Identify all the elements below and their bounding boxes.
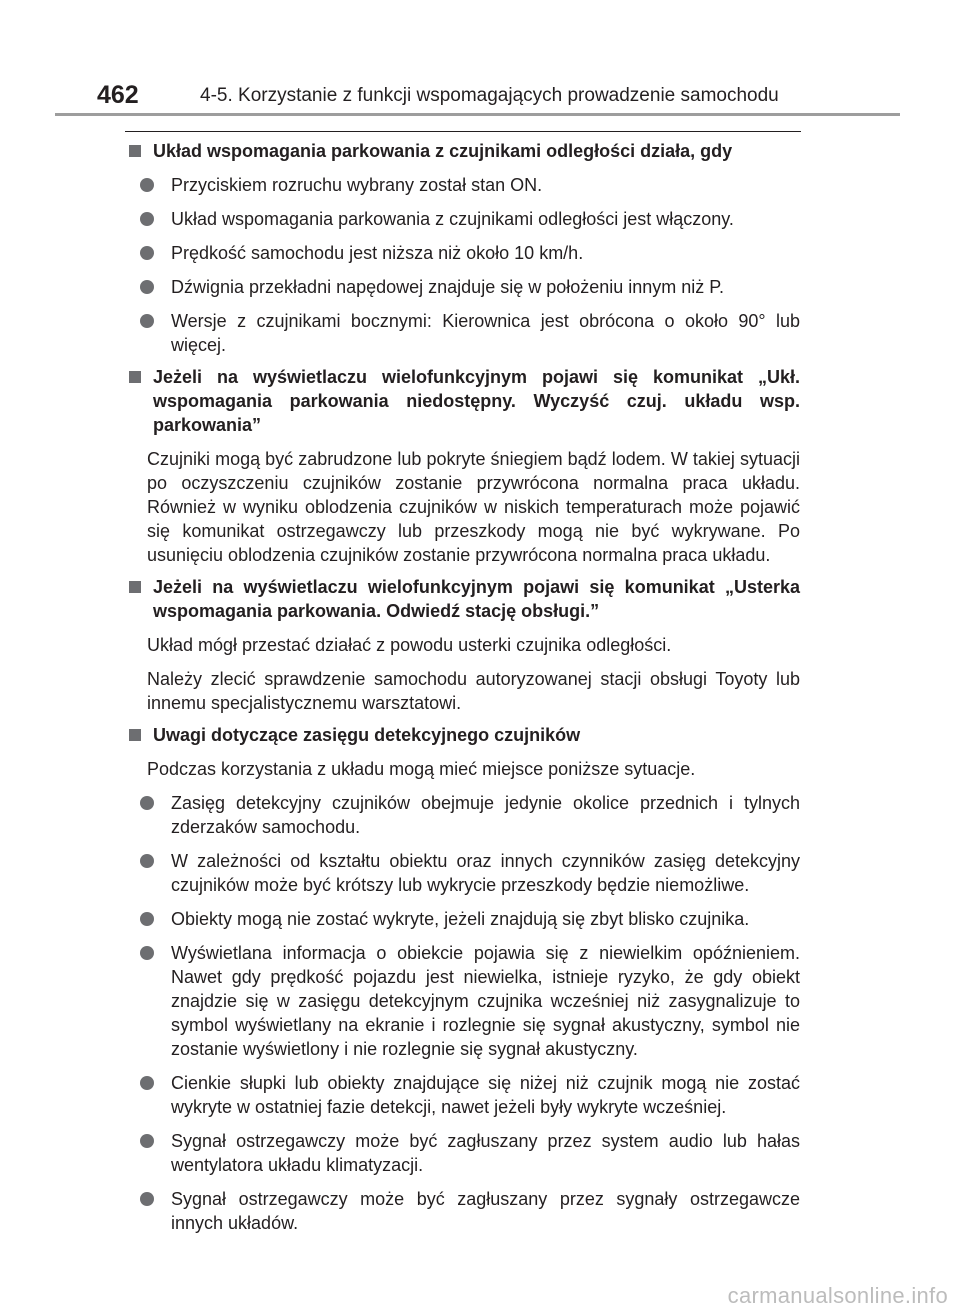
list-item <box>128 1187 800 1235</box>
list-item <box>128 941 800 1061</box>
list-item-text: Sygnał ostrzegawczy może być zagłuszany przez sygnały ostrzegawcze innych układów. <box>171 1189 800 1233</box>
round-bullet-icon <box>140 246 154 260</box>
section-heading <box>128 575 800 623</box>
section-heading <box>128 139 800 163</box>
list-item-text: Układ wspomagania parkowania z czujnikami odległości jest włączony. <box>171 209 734 229</box>
list-item <box>128 791 800 839</box>
list-item <box>128 241 800 265</box>
list-item-text: Wyświetlana informacja o obiekcie pojawia się z niewielkim opóźnieniem. Nawet gdy prędkość pojazdu jest niewielka, istnieje ryzyko, że gdy obiekt znajdzie się w zasięgu detekcyjnym czujnika wcześniej niż zasygnalizuje to symbol wyświetlany na ekranie i rozlegnie się sygnał akustyczny, symbol nie zostanie wyświetlony i nie rozlegnie się sygnał akustyczny. <box>171 943 800 1059</box>
list-item-text: Przyciskiem rozruchu wybrany został stan ON. <box>171 175 543 195</box>
list-item <box>128 907 800 931</box>
paragraph: Czujniki mogą być zabrudzone lub pokryte śniegiem bądź lodem. W takiej sytuacji po oczyszczeniu czujników zostanie przywrócona normalna praca układu. Również w wyniku oblodzenia czujników w niskich temperaturach może pojawić się komunikat ostrzegawczy lub przeszkody mogą nie być wykrywane. Po usunięciu oblodzenia czujników zostanie przywrócona normalna praca układu. <box>147 449 800 565</box>
square-bullet-icon <box>129 581 141 593</box>
section-heading-text: Układ wspomagania parkowania z czujnikami odległości działa, gdy <box>153 141 733 161</box>
paragraph: Należy zlecić sprawdzenie samochodu autoryzowanej stacji obsługi Toyoty lub innemu specjalistycznemu warsztatowi. <box>147 669 800 713</box>
list-item <box>128 1071 800 1119</box>
list-item <box>128 309 800 357</box>
list-item-text: Obiekty mogą nie zostać wykryte, jeżeli znajdują się zbyt blisko czujnika. <box>171 909 750 929</box>
paragraph: Podczas korzystania z układu mogą mieć miejsce poniższe sytuacje. <box>147 759 696 779</box>
list-item-text: Cienkie słupki lub obiekty znajdujące się niżej niż czujnik mogą nie zostać wykryte w ostatniej fazie detekcji, nawet jeżeli były wykryte wcześniej. <box>171 1073 800 1117</box>
list-item <box>128 173 800 197</box>
round-bullet-icon <box>140 212 154 226</box>
round-bullet-icon <box>140 1076 154 1090</box>
square-bullet-icon <box>129 729 141 741</box>
round-bullet-icon <box>140 912 154 926</box>
list-item-text: Sygnał ostrzegawczy może być zagłuszany przez system audio lub hałas wentylatora układu klimatyzacji. <box>171 1131 800 1175</box>
section-heading-text: Jeżeli na wyświetlaczu wielofunkcyjnym pojawi się komunikat „Usterka wspomagania parkowania. Odwiedź stację obsługi.” <box>153 577 800 621</box>
section-heading-text: Jeżeli na wyświetlaczu wielofunkcyjnym pojawi się komunikat „Ukł. wspomagania parkowania niedostępny. Wyczyść czuj. układu wsp. parkowania” <box>153 367 800 435</box>
round-bullet-icon <box>140 946 154 960</box>
page-number: 462 <box>97 81 139 109</box>
round-bullet-icon <box>140 280 154 294</box>
list-item-text: W zależności od kształtu obiektu oraz innych czynników zasięg detekcyjny czujników może być krótszy lub wykrycie przeszkody będzie niemożliwe. <box>171 851 800 895</box>
list-item <box>128 1129 800 1177</box>
round-bullet-icon <box>140 314 154 328</box>
list-item <box>128 849 800 897</box>
round-bullet-icon <box>140 178 154 192</box>
round-bullet-icon <box>140 1134 154 1148</box>
section-heading <box>128 723 800 747</box>
section-heading <box>128 365 800 437</box>
page-content <box>128 139 800 1245</box>
list-item <box>128 207 800 231</box>
list-item <box>128 275 800 299</box>
round-bullet-icon <box>140 854 154 868</box>
page-header <box>0 0 960 115</box>
round-bullet-icon <box>140 796 154 810</box>
square-bullet-icon <box>129 371 141 383</box>
section-heading-text: Uwagi dotyczące zasięgu detekcyjnego czujników <box>153 725 581 745</box>
list-item-text: Zasięg detekcyjny czujników obejmuje jedynie okolice przednich i tylnych zderzaków samochodu. <box>171 793 800 837</box>
paragraph: Układ mógł przestać działać z powodu usterki czujnika odległości. <box>147 635 672 655</box>
square-bullet-icon <box>129 145 141 157</box>
list-item-text: Prędkość samochodu jest niższa niż około 10 km/h. <box>171 243 584 263</box>
watermark: carmanualsonline.info <box>727 1283 948 1308</box>
chapter-title: 4-5. Korzystanie z funkcji wspomagających prowadzenie samochodu <box>200 85 779 106</box>
content-divider <box>125 131 801 132</box>
list-item-text: Dźwignia przekładni napędowej znajduje się w położeniu innym niż P. <box>171 277 724 297</box>
list-item-text: Wersje z czujnikami bocznymi: Kierownica jest obrócona o około 90° lub więcej. <box>171 311 800 355</box>
header-divider <box>55 113 900 116</box>
round-bullet-icon <box>140 1192 154 1206</box>
